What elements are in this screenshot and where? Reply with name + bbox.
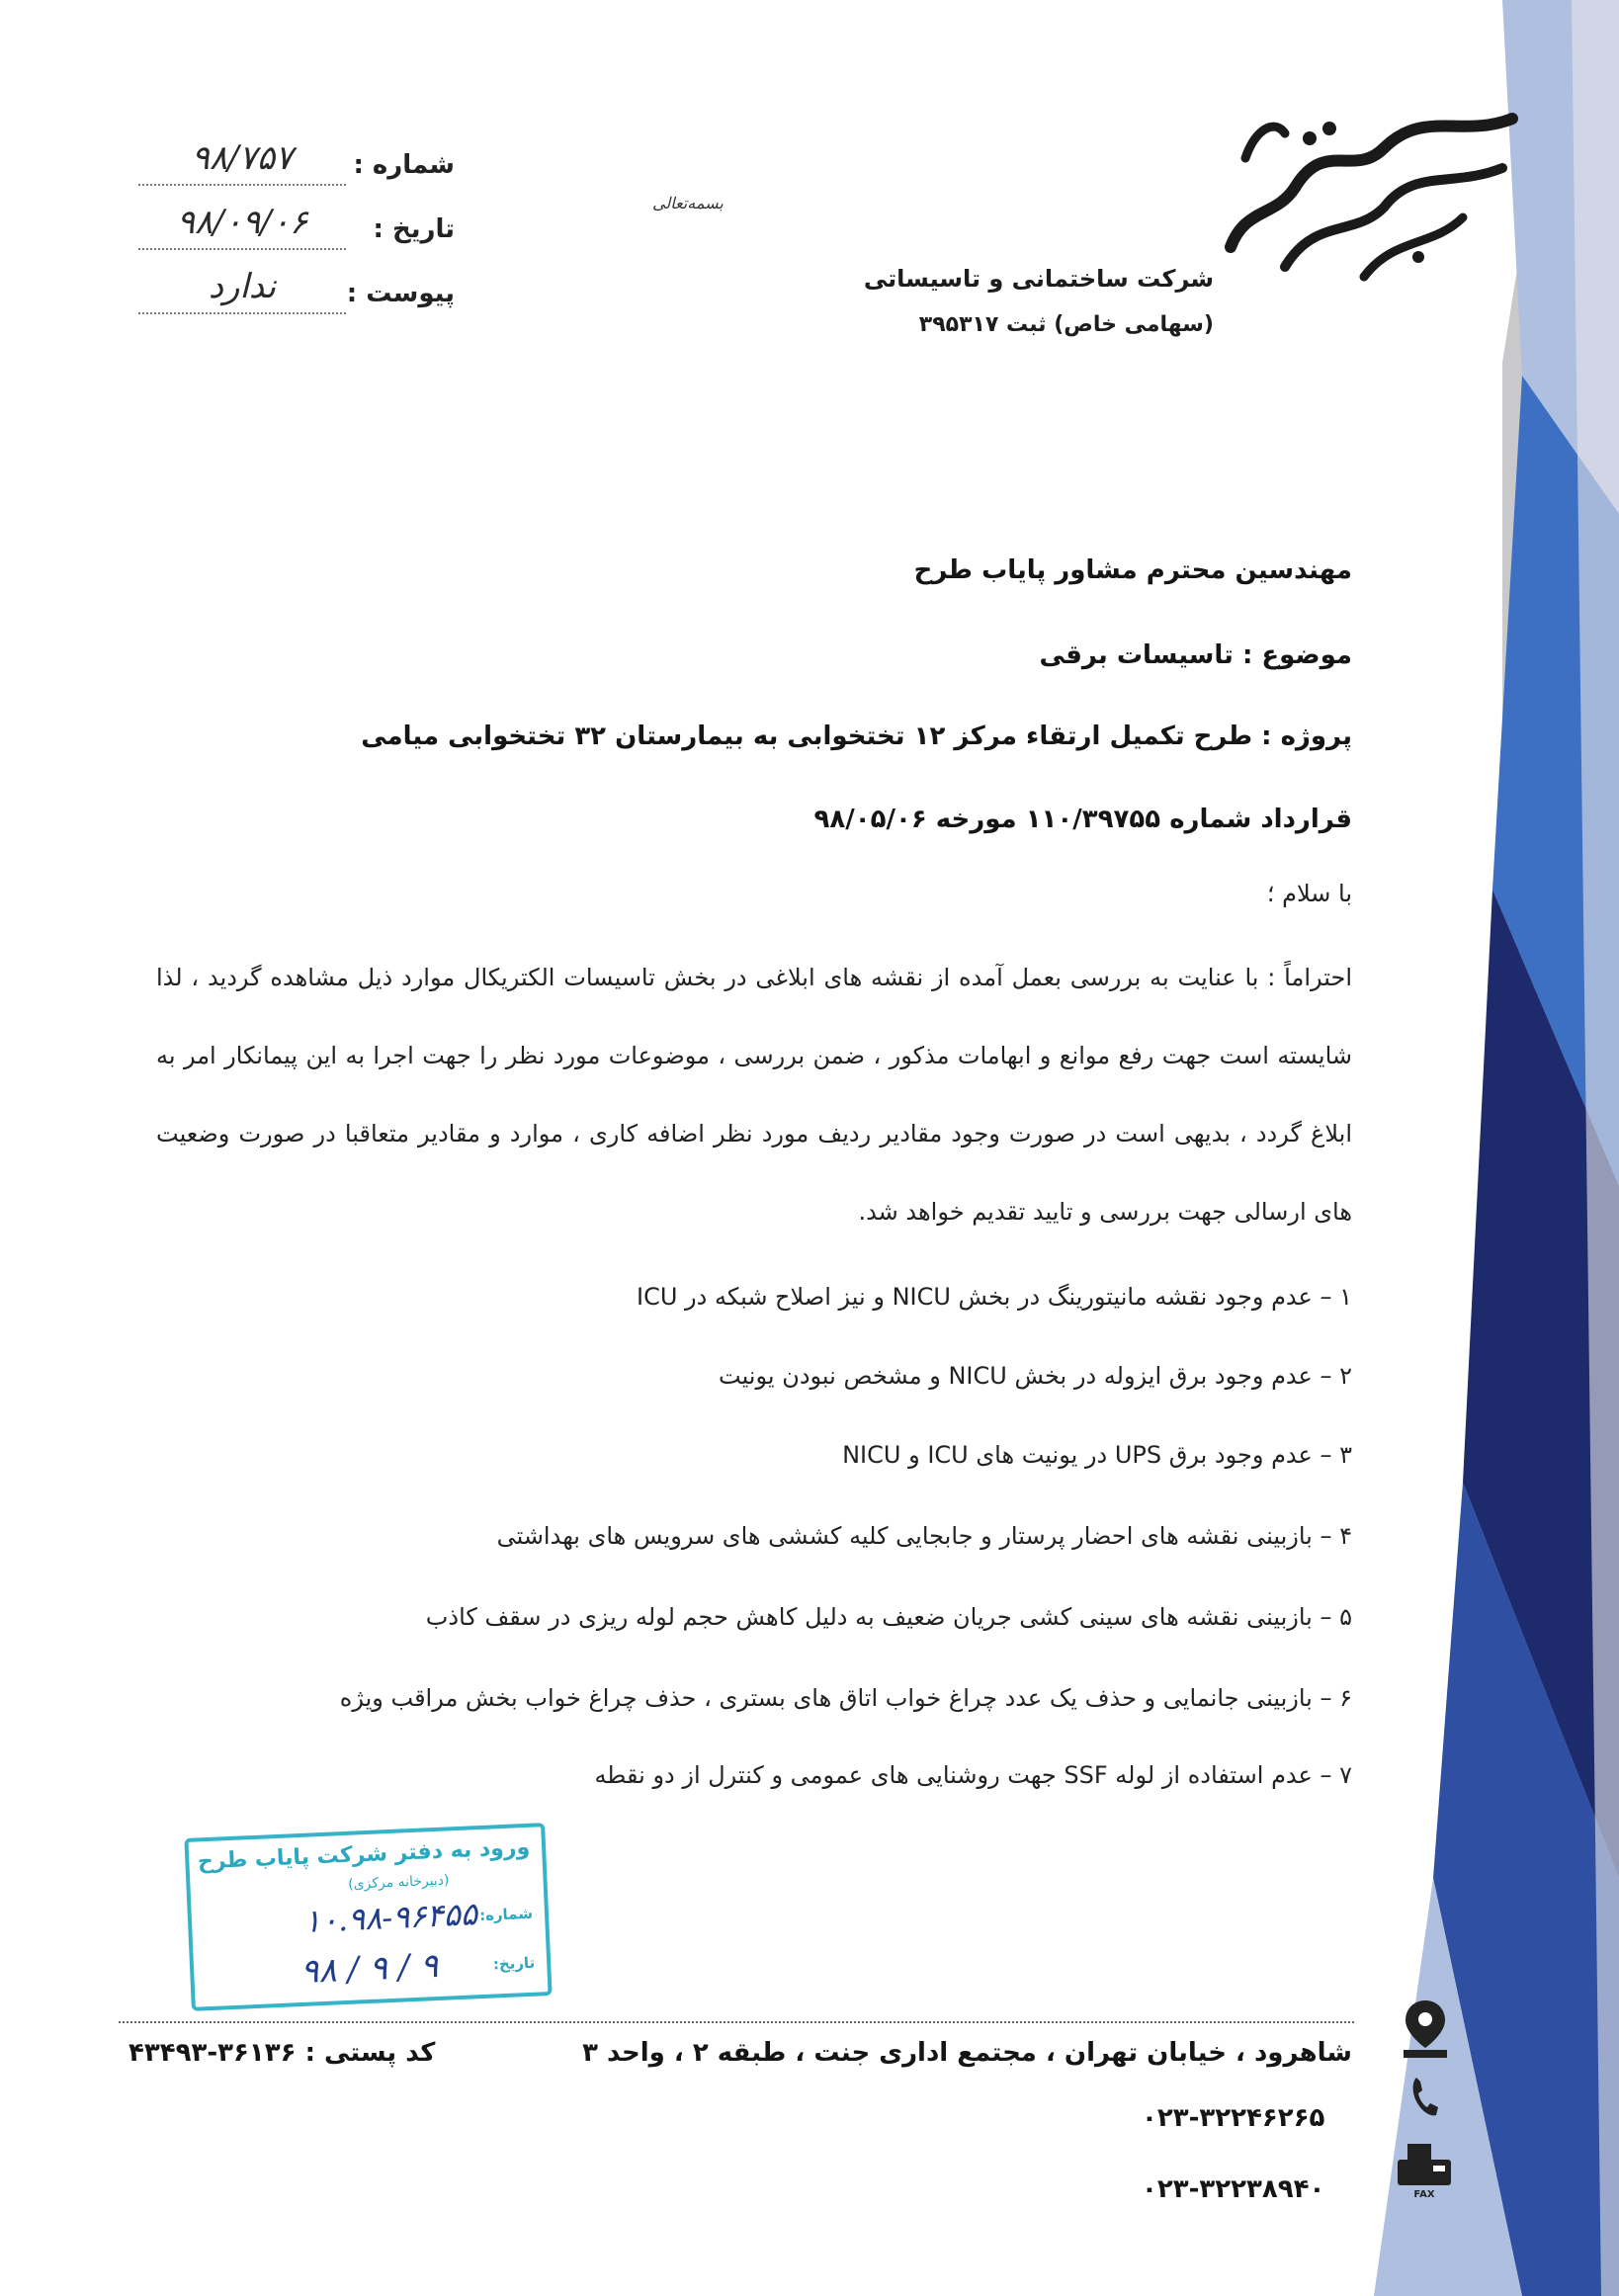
stamp-title: ورود به دفتر شرکت پایاب طرح	[197, 1834, 531, 1875]
list-item: ۶ – بازبینی جانمایی و حذف یک عدد چراغ خواب اتاق های بستری ، حذف چراغ خواب بخش مراقب ویژه	[339, 1684, 1352, 1712]
phone-icon	[1408, 2074, 1442, 2119]
letter-body: احتراماً : با عنایت به بررسی بعمل آمده از نقشه های ابلاغی در بخش تاسیسات الکتریکال موارد ذیل مشاهده گردید ، لذا شایسته است جهت رفع موانع و ابهامات مذکور ، ضمن بررسی ، موضوعات مورد نظر را جهت اجرا به این پیمانکار امر به ابلاغ گردد ، بدیهی است در صورت وجود مقادیر ردیف مورد نظر اضافه کاری ، موارد و مقادیر متعاقبا در صورت وضعیت های ارسالی جهت بررسی و تایید تقدیم خواهد شد.	[156, 964, 1352, 1226]
company-logo	[1216, 99, 1542, 297]
greeting: با سلام ؛	[1266, 880, 1352, 907]
list-item: ۱ – عدم وجود نقشه مانیتورینگ در بخش NICU و نیز اصلاح شبکه در ICU	[637, 1283, 1352, 1311]
location-pin-icon	[1402, 1998, 1449, 2060]
footer-fax: ۰۲۳-۳۲۲۳۸۹۴۰	[1142, 2174, 1325, 2204]
fax-icon	[1394, 2140, 1455, 2199]
letter-attachment-value: ندارد	[138, 267, 346, 314]
list-item: ۴ – بازبینی نقشه های احضار پرستار و جابجایی کلیه کششی های سرویس های بهداشتی	[496, 1522, 1352, 1550]
postal-code-label: کد پستی :	[304, 2038, 436, 2068]
list-item: ۲ – عدم وجود برق ایزوله در بخش NICU و مشخص نبودن یونیت	[719, 1362, 1352, 1390]
footer-phone: ۰۲۳-۳۲۲۴۶۲۶۵	[1142, 2103, 1325, 2133]
list-item: ۷ – عدم استفاده از لوله SSF جهت روشنایی های عمومی و کنترل از دو نقطه	[594, 1761, 1352, 1789]
decorative-band	[1374, 0, 1619, 2296]
stamp-subtitle: (دبیرخانه مرکزی)	[347, 1872, 450, 1893]
receipt-stamp	[184, 1823, 552, 2011]
basmala: بسمه‌تعالی	[652, 194, 724, 213]
fax-icon-label: FAX	[1413, 2189, 1435, 2199]
letter-number-label: شماره :	[353, 150, 455, 180]
stamp-number-value: ۱۰.۹۸-۹۶۴۵۵	[302, 1895, 478, 1940]
footer-address: شاهرود ، خیابان تهران ، مجتمع اداری جنت ، طبقه ۲ ، واحد ۳	[582, 2038, 1352, 2068]
subject: موضوع : تاسیسات برقی	[1039, 640, 1352, 670]
footer-divider	[119, 2021, 1354, 2023]
list-item: ۵ – بازبینی نقشه های سینی کشی جریان ضعیف به دلیل کاهش حجم لوله ریزی در سقف کاذب	[425, 1603, 1352, 1631]
stamp-number-label: شماره:	[478, 1904, 534, 1925]
letter-attachment-label: پیوست :	[346, 279, 455, 308]
letter-number-value: ۹۸/۷۵۷	[138, 138, 346, 186]
letter-date-row	[119, 203, 455, 262]
contract-reference: قرارداد شماره ۱۱۰/۳۹۷۵۵ مورخه ۹۸/۰۵/۰۶	[813, 805, 1352, 834]
recipient: مهندسین محترم مشاور پایاب طرح	[913, 555, 1352, 585]
letter-date-label: تاریخ :	[373, 214, 455, 244]
company-name: شرکت ساختمانی و تاسیساتی	[863, 265, 1214, 293]
letter-date-value: ۹۸/۰۹/۰۶	[138, 203, 346, 250]
letter-number-row	[119, 138, 455, 198]
list-item: ۳ – عدم وجود برق UPS در یونیت های ICU و NICU	[842, 1441, 1352, 1469]
footer-postal	[128, 2038, 435, 2068]
postal-code-value: ۳۶۱۳۶-۴۳۴۹۳	[128, 2038, 297, 2068]
stamp-date-value: ۹۸ / ۹ / ۹	[299, 1945, 440, 1993]
stamp-date-label: تاریخ:	[492, 1953, 536, 1974]
letter-attachment-row	[119, 267, 455, 326]
project-title: پروژه : طرح تکمیل ارتقاء مرکز ۱۲ تختخوابی به بیمارستان ۳۲ تختخوابی میامی	[361, 722, 1352, 751]
company-registration: (سهامی خاص) ثبت ۳۹۵۳۱۷	[918, 312, 1214, 337]
